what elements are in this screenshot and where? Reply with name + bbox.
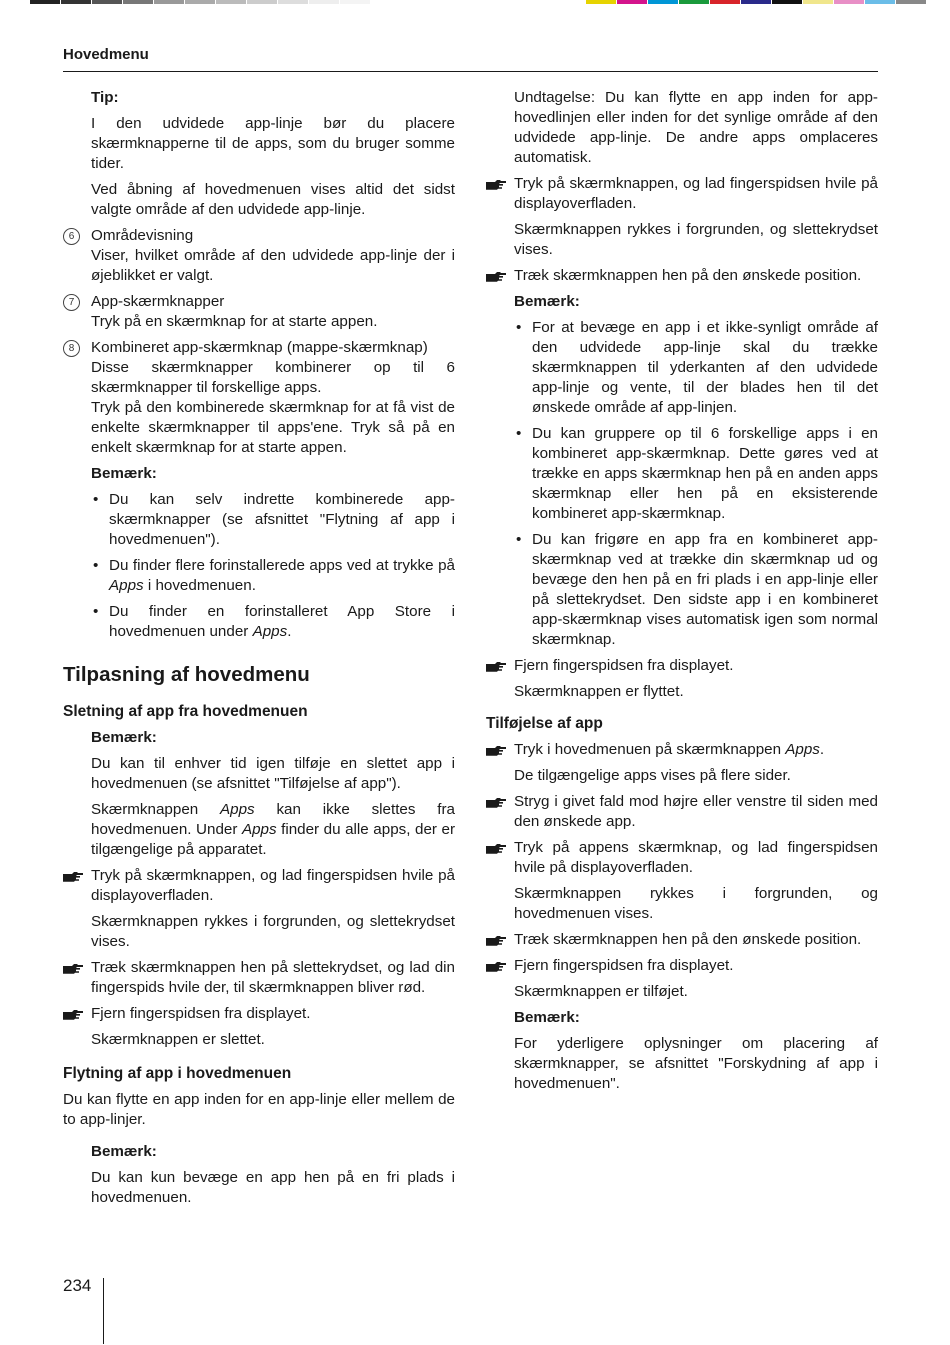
pointing-hand-icon bbox=[486, 935, 506, 946]
page-number-divider bbox=[103, 1278, 104, 1344]
legend-item-text-2: Tryk på den kombinerede skærmknap for at få vist de enkelte skærmknapper til apps'ene. Tryk så på en enkelt skærmknap for at starte appen. bbox=[91, 399, 455, 456]
number-6-icon: 6 bbox=[63, 228, 80, 245]
exception-paragraph: Undtagelse: Du kan flytte en app inden for app-hovedlinjen eller inden for det synlige område af den udvidede app-linje. De andre apps omplaceres automatisk. bbox=[514, 89, 878, 166]
left-column bbox=[63, 88, 455, 1214]
legend-item-title: App-skærmknapper bbox=[91, 293, 225, 310]
note-bullet: • Du kan frigøre en app fra en kombineret app-skærmknap ved at trække din skærmknap ud og bevæge den hen på en fri plads i en app-linje eller på slettekrydset. Den sidste app i en kombineret app-skærmknap vises automatisk igen som normal skærmknap. bbox=[514, 530, 878, 650]
legend-item-8 bbox=[63, 338, 455, 458]
pointing-hand-icon bbox=[486, 179, 506, 190]
note-label: Bemærk: bbox=[91, 1143, 157, 1160]
print-gray-scale-bar bbox=[30, 0, 371, 4]
step-result: Skærmknappen er flyttet. bbox=[514, 683, 684, 700]
page-number: 234 bbox=[63, 1276, 92, 1295]
print-color-bar bbox=[586, 0, 927, 4]
step-result: Skærmknappen rykkes i forgrunden, og hovedmenuen vises. bbox=[514, 885, 878, 922]
instruction-step: Fjern fingerspidsen fra displayet. bbox=[486, 656, 878, 676]
legend-item-text: Disse skærmknapper kombinerer op til 6 skærmknapper til forskellige apps. bbox=[91, 359, 455, 396]
instruction-step: Træk skærmknappen hen på den ønskede position. bbox=[486, 930, 878, 950]
note-bullet-list bbox=[486, 318, 878, 650]
pointing-hand-icon bbox=[63, 1009, 83, 1020]
number-8-icon: 8 bbox=[63, 340, 80, 357]
note-bullet: • Du kan gruppere op til 6 forskellige apps i en kombineret app-skærmknap. Dette gøres ved at trække en apps skærmknap hen på en anden apps skærmknap eller hen på en eksisterende kombineret app-skærmknap. bbox=[514, 424, 878, 524]
instruction-step: Tryk i hovedmenuen på skærmknappen Apps. bbox=[486, 740, 878, 760]
step-result: Skærmknappen rykkes i forgrunden, og slettekrydset vises. bbox=[91, 913, 455, 950]
note-bullet: • Du finder flere forinstallerede apps ved at trykke på Apps i hovedmenuen. bbox=[91, 556, 455, 596]
instruction-step: Fjern fingerspidsen fra displayet. bbox=[486, 956, 878, 976]
subsection-title-add-app: Tilføjelse af app bbox=[486, 715, 603, 732]
step-result: Skærmknappen er tilføjet. bbox=[514, 983, 688, 1000]
legend-item-text: Viser, hvilket område af den udvidede app-linje der i øjeblikket er valgt. bbox=[91, 247, 455, 284]
legend-item-6 bbox=[63, 226, 455, 286]
note-bullet: • For at bevæge en app i et ikke-synligt område af den udvidede app-linje skal du trække skærmknappen til yderkanten af den udvidede app-linje og vente, til der blades hen til det ønskede område af app-linjen. bbox=[514, 318, 878, 418]
note-paragraph: Skærmknappen Apps kan ikke slettes fra hovedmenuen. Under Apps finder du alle apps, der er tilgængelige på apparatet. bbox=[91, 801, 455, 858]
instruction-step: Tryk på appens skærmknap, og lad fingerspidsen hvile på displayoverfladen. bbox=[486, 838, 878, 878]
instruction-step: Tryk på skærmknappen, og lad fingerspidsen hvile på displayoverfladen. bbox=[63, 866, 455, 906]
note-bullet-list bbox=[63, 490, 455, 642]
pointing-hand-icon bbox=[486, 843, 506, 854]
legend-item-text: Tryk på en skærmknap for at starte appen. bbox=[91, 313, 378, 330]
note-label: Bemærk: bbox=[514, 1009, 580, 1026]
note-label: Bemærk: bbox=[91, 729, 157, 746]
note-paragraph: For yderligere oplysninger om placering af skærmknapper, se afsnittet "Forskydning af app i hovedmenuen". bbox=[514, 1035, 878, 1092]
number-7-icon: 7 bbox=[63, 294, 80, 311]
pointing-hand-icon bbox=[63, 963, 83, 974]
intro-paragraph: Du kan flytte en app inden for en app-linje eller mellem de to app-linjer. bbox=[63, 1091, 455, 1128]
legend-item-title: Kombineret app-skærmknap (mappe-skærmknap) bbox=[91, 339, 428, 356]
pointing-hand-icon bbox=[486, 661, 506, 672]
note-bullet: • Du kan selv indrette kombinerede app-skærmknapper (se afsnittet "Flytning af app i hovedmenuen"). bbox=[91, 490, 455, 550]
legend-item-title: Områdevisning bbox=[91, 227, 194, 244]
pointing-hand-icon bbox=[63, 871, 83, 882]
instruction-step: Træk skærmknappen hen på slettekrydset, og lad din fingerspids hvile der, til skærmknappen bliver rød. bbox=[63, 958, 455, 998]
right-column bbox=[486, 88, 878, 1100]
tip-paragraph-1: I den udvidede app-linje bør du placere skærmknapperne til de apps, som du bruger somme tider. bbox=[91, 115, 455, 172]
legend-item-7 bbox=[63, 292, 455, 332]
pointing-hand-icon bbox=[486, 961, 506, 972]
tip-label: Tip: bbox=[91, 89, 119, 106]
instruction-step: Stryg i givet fald mod højre eller venstre til siden med den ønskede app. bbox=[486, 792, 878, 832]
running-header: Hovedmenu bbox=[63, 45, 878, 72]
instruction-step: Fjern fingerspidsen fra displayet. bbox=[63, 1004, 455, 1024]
note-label: Bemærk: bbox=[91, 465, 157, 482]
subsection-title-delete-app: Sletning af app fra hovedmenuen bbox=[63, 703, 308, 720]
pointing-hand-icon bbox=[486, 797, 506, 808]
instruction-step: Tryk på skærmknappen, og lad fingerspidsen hvile på displayoverfladen. bbox=[486, 174, 878, 214]
tip-paragraph-2: Ved åbning af hovedmenuen vises altid det sidst valgte område af den udvidede app-linje. bbox=[91, 181, 455, 218]
instruction-step: Træk skærmknappen hen på den ønskede position. bbox=[486, 266, 878, 286]
section-title: Tilpasning af hovedmenu bbox=[63, 663, 310, 686]
note-paragraph: Du kan kun bevæge en app hen på en fri plads i hovedmenuen. bbox=[91, 1169, 455, 1206]
step-result: Skærmknappen er slettet. bbox=[91, 1031, 265, 1048]
subsection-title-move-app: Flytning af app i hovedmenuen bbox=[63, 1065, 292, 1082]
step-result: De tilgængelige apps vises på flere sider. bbox=[514, 767, 791, 784]
pointing-hand-icon bbox=[486, 745, 506, 756]
note-paragraph: Du kan til enhver tid igen tilføje en slettet app i hovedmenuen (se afsnittet "Tilføjelse af app"). bbox=[91, 755, 455, 792]
step-result: Skærmknappen rykkes i forgrunden, og slettekrydset vises. bbox=[514, 221, 878, 258]
pointing-hand-icon bbox=[486, 271, 506, 282]
note-label: Bemærk: bbox=[514, 293, 580, 310]
note-bullet: • Du finder en forinstalleret App Store i hovedmenuen under Apps. bbox=[91, 602, 455, 642]
